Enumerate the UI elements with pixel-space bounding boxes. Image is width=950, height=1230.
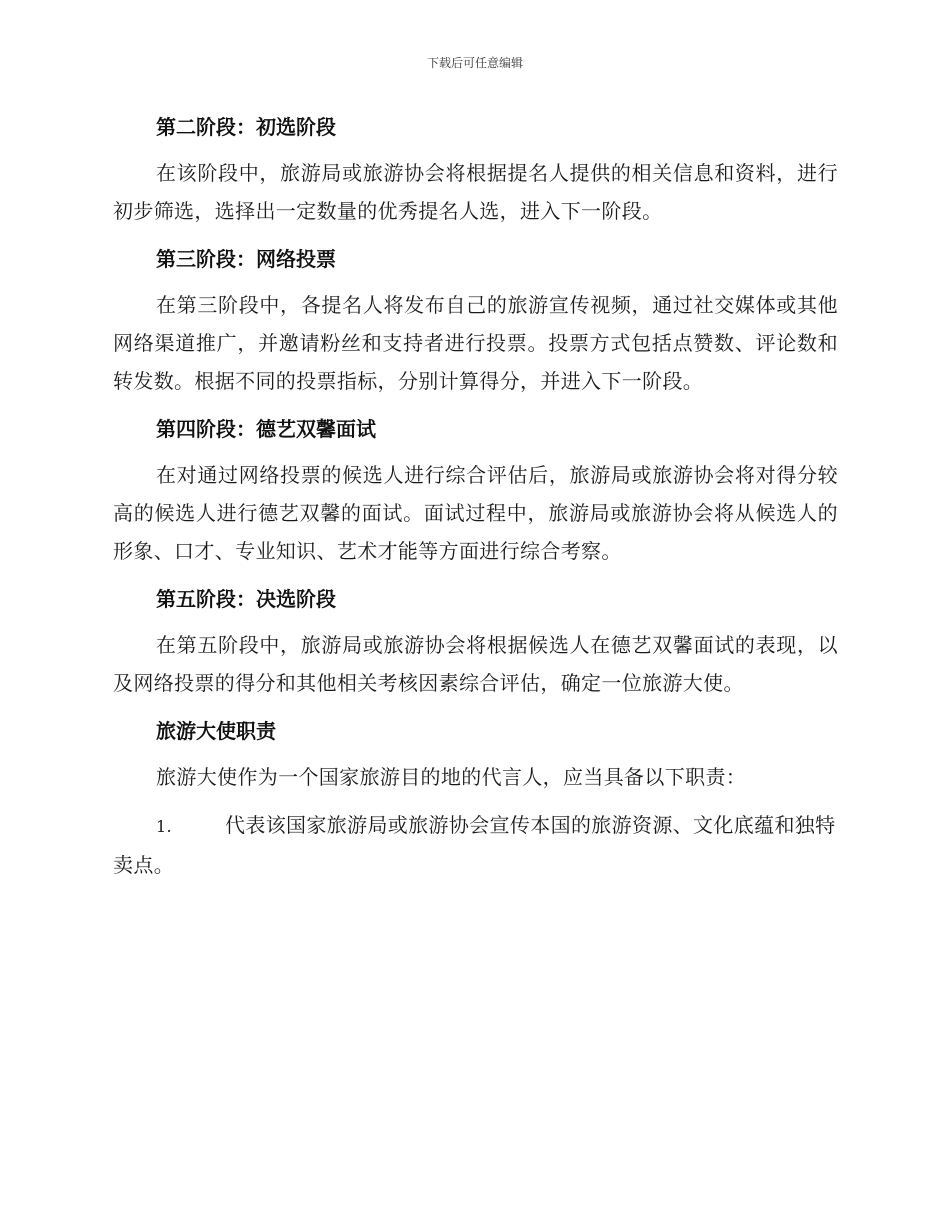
section-paragraph-stage-4: 在对通过网络投票的候选人进行综合评估后，旅游局或旅游协会将对得分较高的候选人进行德艺双馨的面试。面试过程中，旅游局或旅游协会将从候选人的形象、口才、专业知识、艺术才能等方面进行综合考察。 <box>113 463 838 563</box>
section-heading-stage-4: 第四阶段：德艺双馨面试 <box>156 417 376 441</box>
section-heading-stage-2: 第二阶段：初选阶段 <box>156 115 336 139</box>
section-heading-stage-3: 第三阶段：网络投票 <box>156 247 336 271</box>
section-paragraph-stage-3: 在第三阶段中，各提名人将发布自己的旅游宣传视频，通过社交媒体或其他网络渠道推广，并邀请粉丝和支持者进行投票。投票方式包括点赞数、评论数和转发数。根据不同的投票指标，分别计算得分，并进入下一阶段。 <box>113 293 838 393</box>
list-item-text: 代表该国家旅游局或旅游协会宣传本国的旅游资源、文化底蕴和独特卖点。 <box>113 813 836 877</box>
list-item <box>113 806 838 884</box>
section-paragraph-stage-5: 在第五阶段中，旅游局或旅游协会将根据候选人在德艺双馨面试的表现，以及网络投票的得分和其他相关考核因素综合评估，确定一位旅游大使。 <box>113 633 838 695</box>
list-item-number: 1. <box>156 817 172 836</box>
section-paragraph-stage-2: 在该阶段中，旅游局或旅游协会将根据提名人提供的相关信息和资料，进行初步筛选，选择出一定数量的优秀提名人选，进入下一阶段。 <box>113 161 838 223</box>
section-paragraph-duties: 旅游大使作为一个国家旅游目的地的代言人，应当具备以下职责： <box>156 765 747 789</box>
section-heading-duties: 旅游大使职责 <box>156 719 276 743</box>
section-heading-stage-5: 第五阶段：决选阶段 <box>156 587 336 611</box>
document-body <box>113 108 838 894</box>
page-header: 下载后可任意编辑 <box>426 56 523 70</box>
